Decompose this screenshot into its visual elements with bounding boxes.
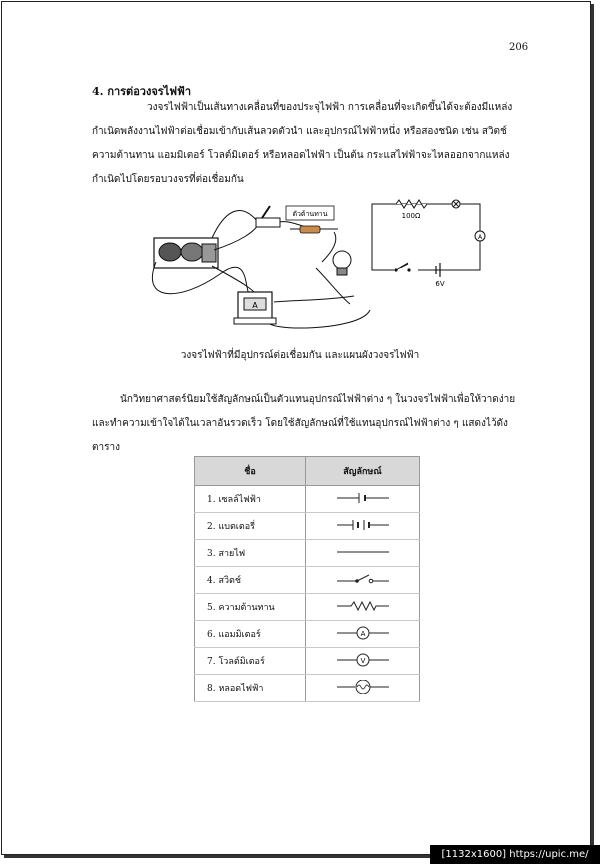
header-name: ชื่อ — [195, 457, 306, 486]
table-row — [195, 567, 420, 594]
row-name: 4. สวิตช์ — [195, 567, 306, 594]
row-name: 2. แบตเตอรี่ — [195, 513, 306, 540]
symbols-paragraph: นักวิทยาศาสตร์นิยมใช้สัญลักษณ์เป็นตัวแทนอุปกรณ์ไฟฟ้าต่าง ๆ ในวงจรไฟฟ้าเพื่อให้วาดง่าย และทำความเข้าใจได้ในเวลาอันรวดเร็ว โดยใช้สัญลักษณ์ที่ใช้แทนอุปกรณ์ไฟฟ้าต่าง ๆ แสดงไว้ดังตาราง — [92, 394, 516, 453]
schematic-resistor-label: 100Ω — [401, 212, 421, 220]
row-name: 5. ความต้านทาน — [195, 594, 306, 621]
switch-icon — [333, 572, 393, 586]
voltmeter-icon — [333, 653, 393, 667]
row-name: 6. แอมมิเตอร์ — [195, 621, 306, 648]
table-row — [195, 513, 420, 540]
row-name: 1. เซลล์ไฟฟ้า — [195, 486, 306, 513]
header-symbol: สัญลักษณ์ — [306, 457, 420, 486]
ammeter-icon — [333, 626, 393, 640]
battery-icon — [333, 518, 393, 532]
table-row — [195, 621, 420, 648]
ammeter-symbol-letter: A — [360, 629, 365, 638]
figure-caption: วงจรไฟฟ้าที่มีอุปกรณ์ต่อเชื่อมกัน และแผนผังวงจรไฟฟ้า — [180, 350, 420, 361]
cell-icon — [333, 491, 393, 505]
row-name: 7. โวลต์มิเตอร์ — [195, 648, 306, 675]
table-row — [195, 675, 420, 702]
table-row — [195, 648, 420, 675]
table-row — [195, 486, 420, 513]
symbols-table — [194, 456, 420, 702]
schematic-battery-label: 6V — [435, 280, 445, 288]
circuit-schematic — [372, 200, 485, 277]
intro-paragraph: วงจรไฟฟ้าเป็นเส้นทางเคลื่อนที่ของประจุไฟฟ้า การเคลื่อนที่จะเกิดขึ้นได้จะต้องมีแหล่งกำเนิดพลังงานไฟฟ้าต่อเชื่อมเข้ากับเส้นลวดตัวนำ และอุปกรณ์ไฟฟ้าหนึ่ง หรือสองชนิด เช่น สวิตช์ความต้านทาน แอมมิเตอร์ โวลต์มิเตอร์ หรือหลอดไฟฟ้า เป็นต้น กระแสไฟฟ้าจะไหลออกจากแหล่งกำเนิดไปโดยรอบวงจรที่ต่อเชื่อมกัน — [92, 102, 513, 185]
resistor-icon — [333, 599, 393, 613]
light-bulb-icon — [333, 251, 351, 275]
row-name: 3. สายไฟ — [195, 540, 306, 567]
table-header-row — [195, 457, 420, 486]
schematic-ammeter-letter: A — [477, 234, 483, 241]
voltmeter-symbol-letter: V — [360, 656, 365, 665]
lamp-icon — [333, 680, 393, 694]
page-number: 206 — [509, 42, 529, 53]
watermark: [1132x1600] https://upic.me/ — [430, 845, 600, 864]
battery-pack-icon — [154, 238, 218, 268]
row-name: 8. หลอดไฟฟ้า — [195, 675, 306, 702]
resistor-label: ตัวต้านทาน — [292, 210, 328, 218]
section-title: 4. การต่อวงจรไฟฟ้า — [92, 85, 191, 98]
ammeter-device-icon — [234, 292, 276, 324]
wire-icon — [333, 545, 393, 559]
table-row — [195, 594, 420, 621]
table-row — [195, 540, 420, 567]
circuit-figure — [140, 192, 490, 340]
ammeter-letter: A — [252, 301, 258, 310]
knife-switch-icon — [256, 206, 280, 227]
resistor-component-icon — [286, 206, 338, 233]
